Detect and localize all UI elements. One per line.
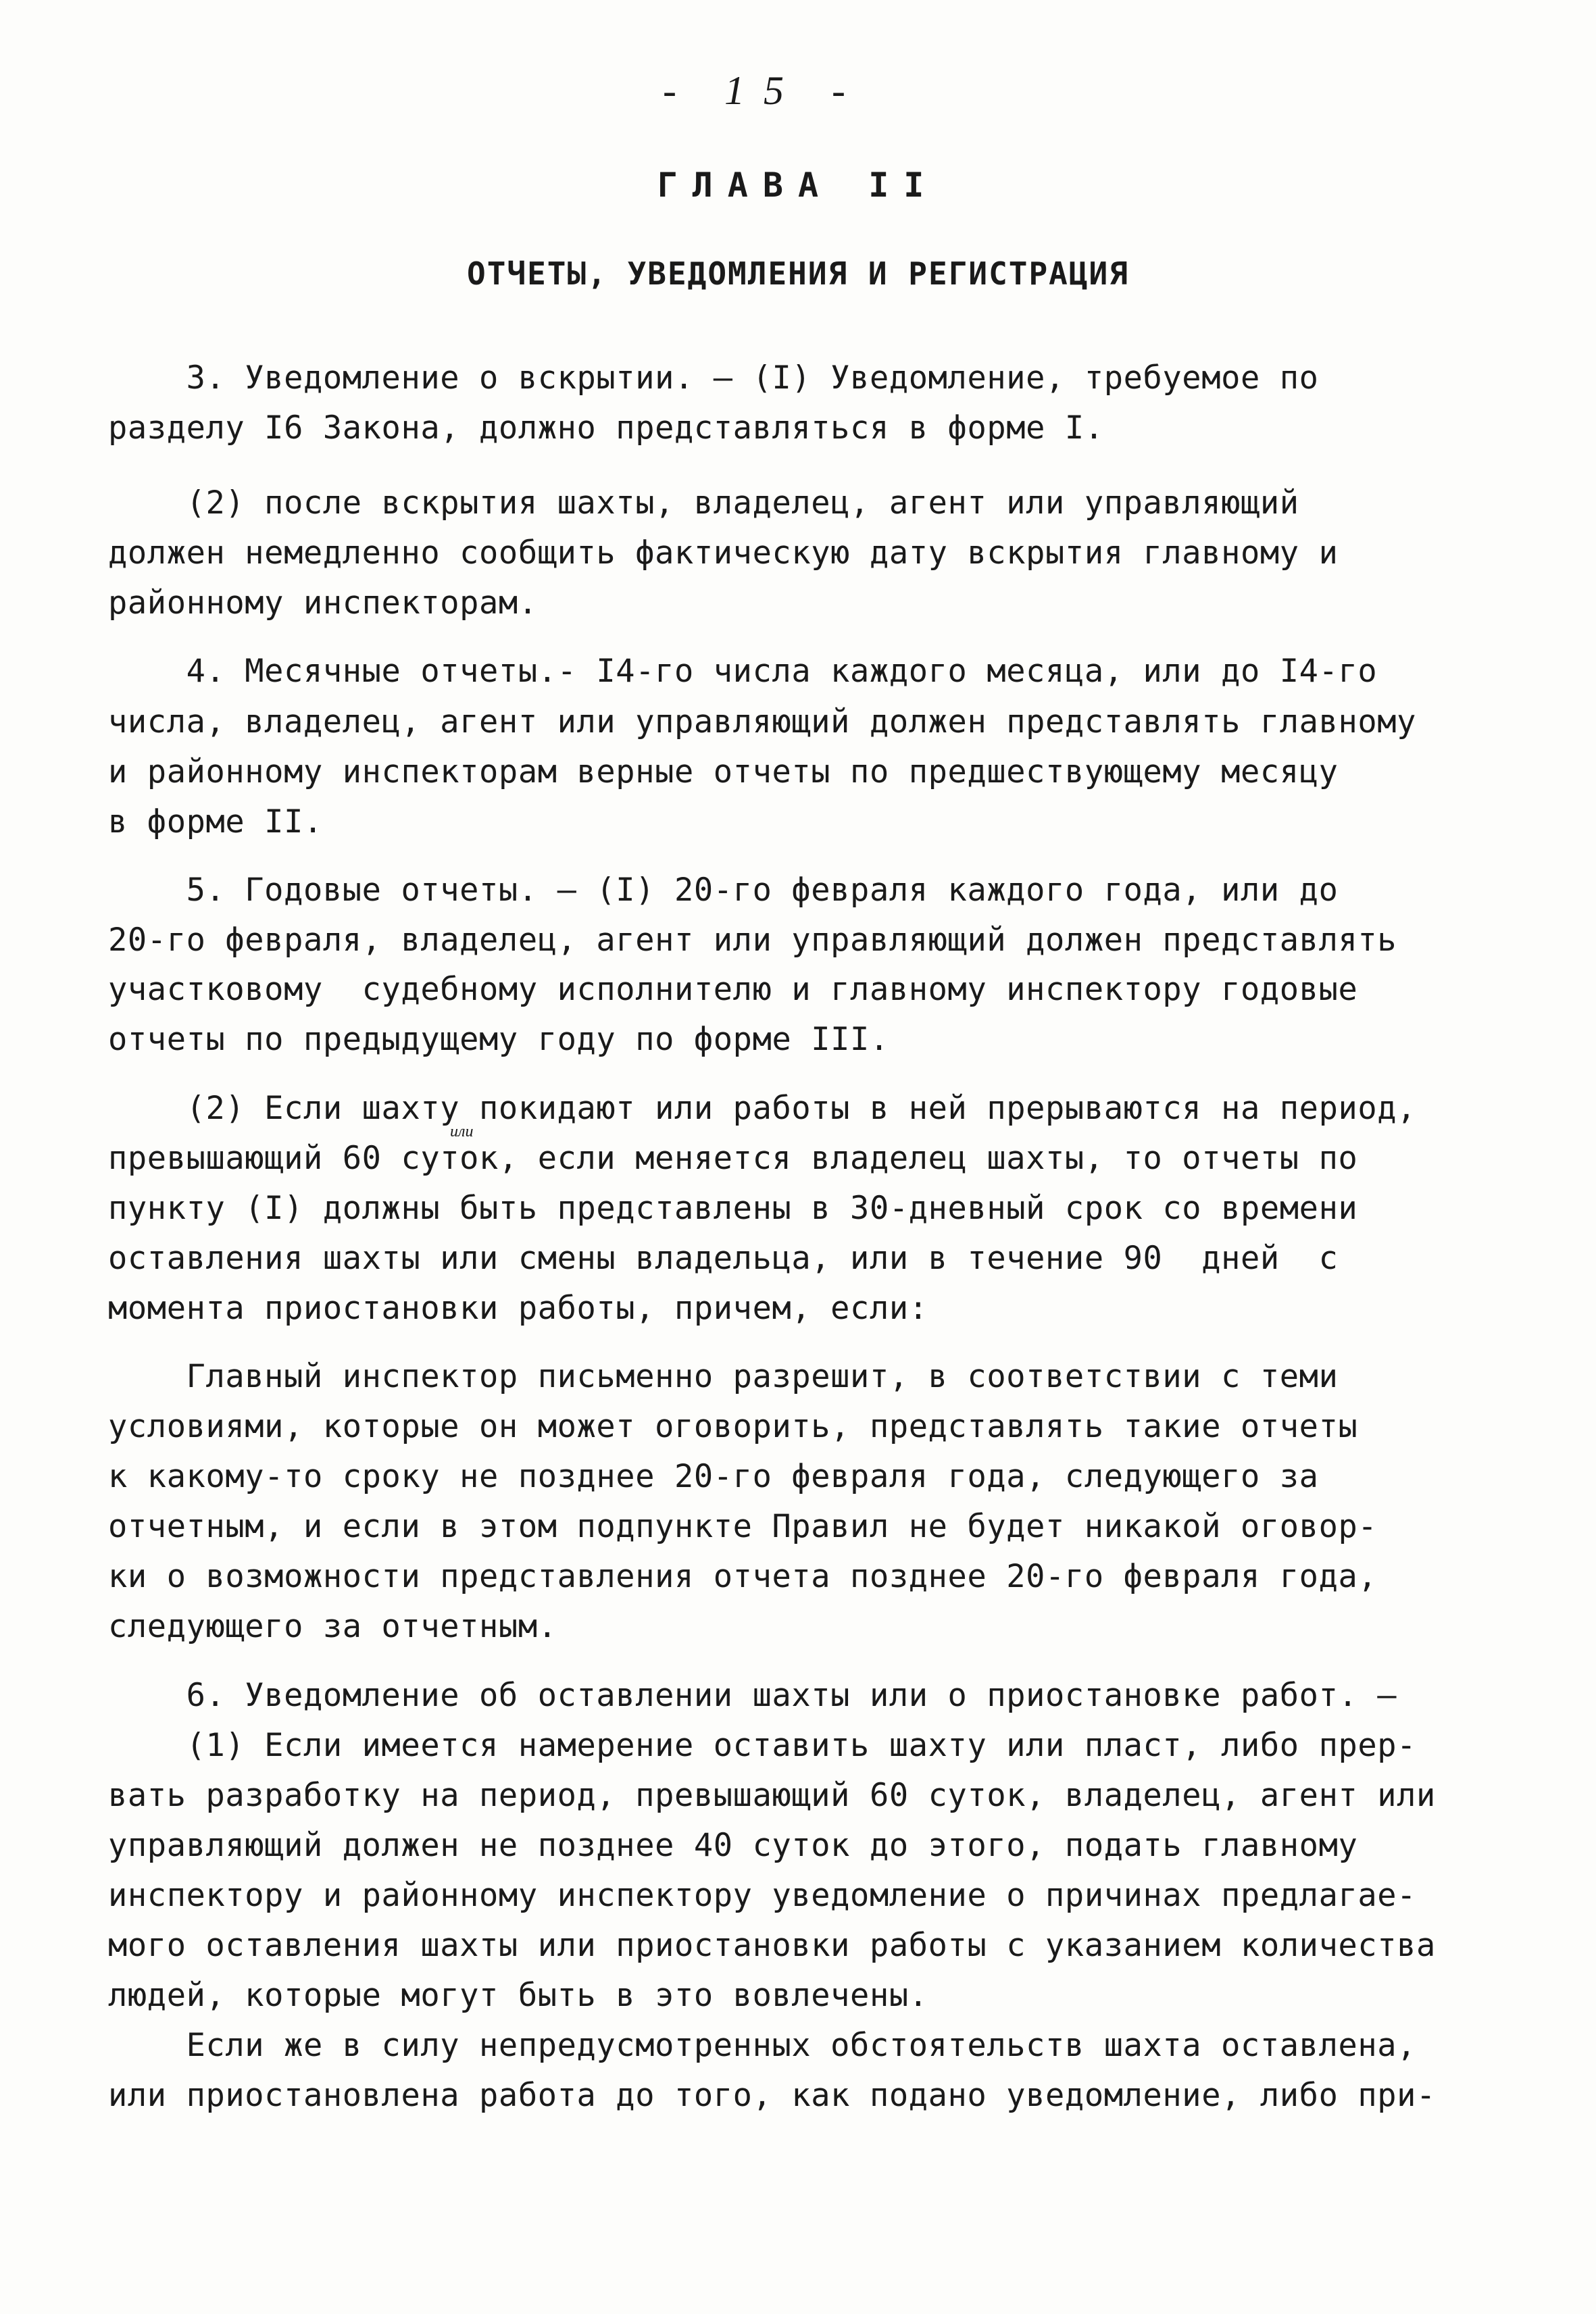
body-line: управляющий должен не позднее 40 суток до этого, подать главному	[108, 1827, 1358, 1864]
body-line: оставления шахты или смены владельца, или в течение 90 дней с	[108, 1240, 1339, 1277]
body-line: 20-го февраля, владелец, агент или управляющий должен представлять	[108, 922, 1397, 959]
body-line: или приостановлена работа до того, как подано уведомление, либо при-	[108, 2077, 1436, 2114]
body-line: участковому судебному исполнителю и главному инспектору годовые	[108, 971, 1358, 1008]
body-line: (2) после вскрытия шахты, владелец, агент или управляющий	[108, 484, 1299, 522]
body-line: следующего за отчетным.	[108, 1608, 557, 1645]
body-line: условиями, которые он может оговорить, представлять такие отчеты	[108, 1408, 1358, 1445]
body-line: превышающий 60 суток, если меняется владелец шахты, то отчеты по	[108, 1140, 1358, 1177]
body-line: в форме II.	[108, 803, 323, 840]
chapter-title: ГЛАВА II	[657, 166, 939, 205]
body-line: числа, владелец, агент или управляющий должен представлять главному	[108, 703, 1417, 740]
body-line: районному инспекторам.	[108, 584, 538, 622]
body-line: Если же в силу непредусмотренных обстоятельств шахта оставлена,	[108, 2027, 1417, 2064]
body-line: и районному инспекторам верные отчеты по предшествующему месяцу	[108, 753, 1339, 790]
section-title: ОТЧЕТЫ, УВЕДОМЛЕНИЯ И РЕГИСТРАЦИЯ	[467, 255, 1129, 292]
body-line: отчетным, и если в этом подпункте Правил не будет никакой оговор-	[108, 1508, 1378, 1545]
handwritten-insert: или	[450, 1123, 474, 1140]
body-line: 6. Уведомление об оставлении шахты или о приостановке работ. –	[108, 1677, 1397, 1714]
body-line: людей, которые могут быть в это вовлечены.	[108, 1977, 928, 2014]
body-line: 4. Месячные отчеты.- I4-го числа каждого месяца, или до I4-го	[108, 653, 1378, 690]
body-line: (1) Если имеется намерение оставить шахту или пласт, либо прер-	[108, 1727, 1417, 1764]
body-line: момента приостановки работы, причем, если:	[108, 1290, 928, 1327]
body-line: пункту (I) должны быть представлены в 30-дневный срок со времени	[108, 1190, 1358, 1227]
body-line: к какому-то сроку не позднее 20-го февраля года, следующего за	[108, 1458, 1319, 1495]
body-line: отчеты по предыдущему году по форме III.	[108, 1021, 889, 1058]
body-line: инспектору и районному инспектору уведомление о причинах предлагае-	[108, 1877, 1417, 1914]
body-line: (2) Если шахту покидают или работы в ней прерываются на период,	[108, 1090, 1417, 1127]
body-line: 5. Годовые отчеты. – (I) 20-го февраля каждого года, или до	[108, 872, 1339, 909]
page-number: - 15 -	[663, 68, 864, 113]
body-line: мого оставления шахты или приостановки работы с указанием количества	[108, 1927, 1436, 1964]
body-line: вать разработку на период, превышающий 60 суток, владелец, агент или	[108, 1777, 1436, 1814]
body-line: 3. Уведомление о вскрытии. – (I) Уведомление, требуемое по	[108, 359, 1319, 397]
body-line: Главный инспектор письменно разрешит, в соответствии с теми	[108, 1358, 1339, 1395]
body-line: разделу I6 Закона, должно представляться в форме I.	[108, 409, 1104, 447]
body-line: должен немедленно сообщить фактическую дату вскрытия главному и	[108, 534, 1339, 572]
body-line: ки о возможности представления отчета позднее 20-го февраля года,	[108, 1558, 1378, 1595]
